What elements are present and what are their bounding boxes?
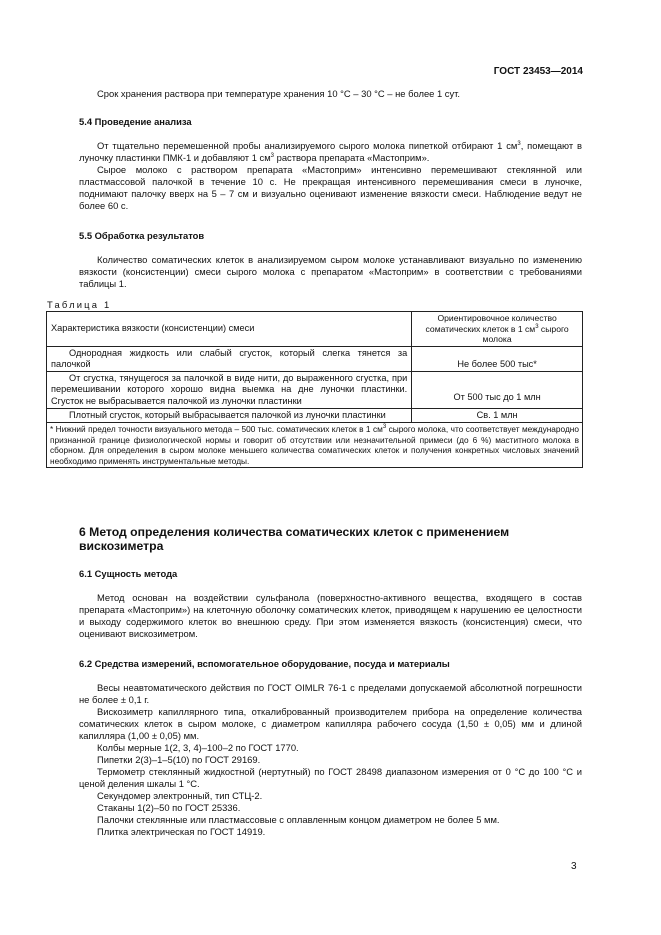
page-number: 3: [571, 861, 577, 872]
section-5-5-title: 5.5 Обработка результатов: [79, 230, 205, 241]
list-item: Термометр стеклянный жидкостной (нертутный) по ГОСТ 28498 диапазоном измерения от 0 °С до 100 °С и ценой деления шкалы 1 °С.: [79, 766, 582, 789]
section-6-title: 6 Метод определения количества соматических клеток с применением вискозиметра: [79, 525, 510, 553]
table-footnote-row: [47, 423, 583, 468]
section-6-2-title: 6.2 Средства измерений, вспомогательное оборудование, посуда и материалы: [79, 658, 450, 669]
list-item: Секундомер электронный, тип СТЦ-2.: [97, 790, 263, 801]
table-cell-desc: Однородная жидкость или слабый сгусток, который слегка тянется за палочкой: [47, 346, 412, 372]
table-cell-desc: Плотный сгусток, который выбрасывается палочкой из луночки пластинки: [47, 408, 412, 422]
list-item: Пипетки 2(3)–1–5(10) по ГОСТ 29169.: [97, 754, 261, 765]
list-item: Вискозиметр капиллярного типа, откалиброванный производителем прибора на определение количества соматических клеток в сыром молоке, с диаметром капилляра рабочего сосуда (1,50 ± 0,05) мм и длиной капилляра (1,00 ± 0,05) мм.: [79, 706, 582, 741]
table-row: [47, 372, 583, 409]
section-5-4-para-2: Сырое молоко с раствором препарата «Мастоприм» интенсивно перемешивают стеклянной или пластмассовой палочкой в течение 10 с. Не прекращая интенсивного перемешивания смеси в луночке, поднимают палочку вверх на 5 – 7 см и визуально оценивают изменение вязкости смеси. Наблюдение ведут не более 60 с.: [79, 164, 582, 211]
table-cell-value: От 500 тыс до 1 млн: [412, 372, 583, 409]
table-header-col-2: Ориентировочное количество соматических клеток в 1 $см^3$ сырого молока: [412, 312, 583, 347]
section-5-4-para-1: От тщательно перемешенной пробы анализируемого сырого молока пипеткой отбирают 1 $см^3$, помещают в луночку пластинки ПМК-1 и добавляют 1 $см^3$ раствора препарата «Мастоприм».: [79, 140, 582, 163]
table-header-col-1: Характеристика вязкости (консистенции) смеси: [47, 312, 412, 347]
storage-text: Срок хранения раствора при температуре хранения 10 °С – 30 °С – не более 1 сут.: [97, 88, 461, 99]
table-1: [46, 311, 583, 468]
section-6-1-para-1: Метод основан на воздействии сульфанола (поверхностно-активного вещества, входящего в состав препарата «Мастоприм») на клеточную оболочку соматических клеток, приводящем к нарушению ее целостности и выходу содержимого клеток во внешнюю среду. При этом изменяется вязкость (консистенция) смеси, что оценивают вискозиметром.: [79, 592, 582, 639]
section-5-5-para-1: Количество соматических клеток в анализируемом сыром молоке устанавливают визуально по изменению вязкости (консистенции) смеси сырого молока с препаратом «Мастоприм» в соответствии с требованиями таблицы 1.: [79, 254, 582, 289]
section-6-1-title: 6.1 Сущность метода: [79, 568, 178, 579]
table-row: [47, 346, 583, 372]
table-cell-desc: От сгустка, тянущегося за палочкой в виде нити, до выраженного сгустка, при перемешивании которого хорошо видна выемка на дне луночки пластинки. Сгусток не выбрасывается палочкой из луночки пластинки: [47, 372, 412, 409]
list-item: Весы неавтоматического действия по ГОСТ OIMLR 76-1 с пределами допускаемой абсолютной погрешности не более ± 0,1 г.: [79, 682, 582, 705]
document-code: ГОСТ 23453—2014: [493, 66, 583, 77]
table-row: [47, 408, 583, 422]
table-cell-value: Не более 500 тыс*: [412, 346, 583, 372]
table-cell-value: Св. 1 млн: [412, 408, 583, 422]
section-5-4-title: 5.4 Проведение анализа: [79, 116, 192, 127]
list-item: Колбы мерные 1(2, 3, 4)–100–2 по ГОСТ 1770.: [97, 742, 299, 753]
list-item: Стаканы 1(2)–50 по ГОСТ 25336.: [97, 802, 241, 813]
table-header-row: [47, 312, 583, 347]
list-item: Палочки стеклянные или пластмассовые с оплавленным концом диаметром не более 5 мм.: [97, 814, 500, 825]
table-footnote: * Нижний предел точности визуального метода – 500 тыс. соматических клеток в 1 $см^3$ сырого молока, что соответствует международно признанной границе физиологической нормы и говорит об отсутствии или незначительной примеси (до 6 %) маститного молока в сборном. Для определения в сыром молоке меньшего количества соматических клеток и получения конкретных числовых значений необходимо применять инструментальные методы.: [47, 423, 583, 468]
equipment-list: [79, 682, 582, 838]
table-caption: Таблица 1: [47, 299, 112, 310]
list-item: Плитка электрическая по ГОСТ 14919.: [97, 826, 266, 837]
